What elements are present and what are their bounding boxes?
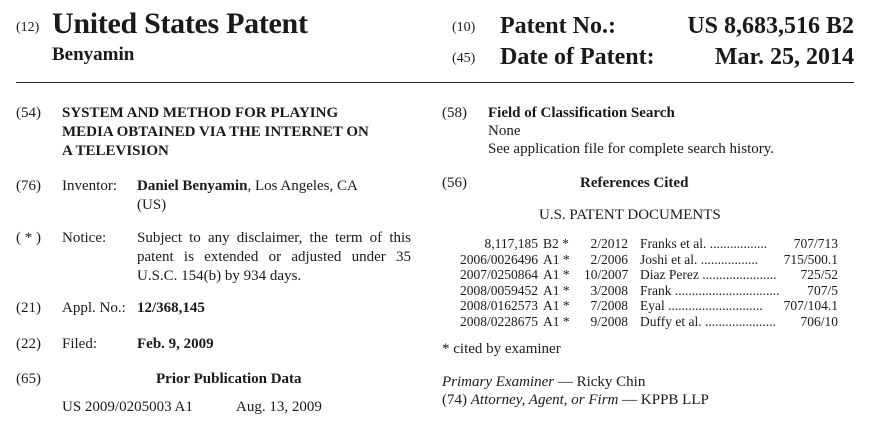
inventor-name: Daniel Benyamin [137,178,248,194]
field-none: None [488,123,521,139]
reference-kind: A1 * [543,251,570,267]
attorney-sep: — [618,392,641,408]
reference-kind: A1 * [543,298,570,314]
appl-number: 12/368,145 [137,300,205,316]
reference-date: 10/2007 [584,267,629,283]
reference-date: 9/2008 [590,314,628,329]
field-heading: Field of Classification Search [488,105,675,121]
invention-title [62,104,369,161]
reference-kind: A1 * [543,314,570,329]
reference-date: 3/2008 [590,282,628,298]
reference-class: 725/52 [800,267,838,283]
prior-pub-number: US 2009/0205003 A1 [62,399,193,415]
code-12: (12) [16,20,40,35]
cited-note: * cited by examiner [442,341,561,357]
notice-text [137,229,411,286]
notice-line: patent is extended or adjusted under 35 [137,249,411,265]
reference-kind: A1 * [543,282,570,298]
notice-line: U.S.C. 154(b) by 934 days. [137,268,302,284]
reference-date: 2/2012 [590,236,628,251]
code-45: (45) [452,51,476,66]
filed-code: (22) [16,336,41,352]
prior-pub-date: Aug. 13, 2009 [236,399,322,415]
inventor-info [137,177,358,215]
date-of-patent-label: Date of Patent: [500,44,655,70]
patent-number: US 8,683,516 B2 [687,13,854,39]
notice-line: Subject to any disclaimer, the term of this [137,230,411,246]
reference-number: 2008/0059452 [459,282,538,298]
inventor-label: Inventor: [62,178,117,194]
inventor-country: (US) [137,197,167,213]
reference-class: 707/713 [793,236,838,251]
header-inventor: Benyamin [52,44,135,65]
notice-label: Notice: [62,230,107,246]
patent-no-label: Patent No.: [500,13,616,39]
appl-label: Appl. No.: [62,300,126,316]
reference-date: 7/2008 [590,298,628,314]
date-of-patent: Mar. 25, 2014 [714,44,854,70]
prior-pub-code: (65) [16,371,41,387]
reference-class: 706/10 [800,314,838,329]
inventor-code: (76) [16,178,41,194]
filed-date: Feb. 9, 2009 [137,336,214,352]
reference-name: Diaz Perez ...................... [640,267,777,283]
inventor-location: , Los Angeles, CA [247,178,358,194]
reference-class: 715/500.1 [783,251,838,267]
refs-heading: References Cited [580,175,689,191]
examiner-sep: — [554,374,577,390]
prior-pub-heading: Prior Publication Data [156,371,302,387]
reference-number: 2008/0162573 [459,298,538,314]
reference-name: Franks et al. ................. [640,236,768,251]
refs-code: (56) [442,175,467,191]
invention-title-line: A TELEVISION [62,143,169,159]
attorney [442,391,709,410]
header-divider [16,82,854,83]
reference-name: Eyal ............................ [640,298,763,314]
us-docs-heading: U.S. PATENT DOCUMENTS [539,207,721,223]
examiner-label: Primary Examiner [442,374,555,390]
examiner-name: Ricky Chin [576,374,646,390]
primary-examiner [442,373,645,392]
reference-number: 8,117,185 [484,236,538,251]
filed-label: Filed: [62,336,98,352]
reference-name: Frank ............................... [640,282,780,298]
appl-code: (21) [16,300,41,316]
reference-class: 707/104.1 [783,298,838,314]
reference-number: 2006/0026496 [459,251,538,267]
reference-number: 2008/0228675 [459,314,538,329]
reference-kind: B2 * [543,236,569,251]
reference-number: 2007/0250864 [459,267,538,283]
invention-title-line: SYSTEM AND METHOD FOR PLAYING [62,105,339,121]
reference-kind: A1 * [543,267,570,283]
patent-heading: United States Patent [52,7,308,40]
reference-date: 2/2006 [590,251,628,267]
field-code: (58) [442,105,467,121]
attorney-code: (74) [442,392,467,408]
notice-code: ( * ) [16,230,41,246]
field-see-note: See application file for complete search history. [488,141,775,157]
attorney-name: KPPB LLP [640,392,709,408]
reference-name: Joshi et al. ................. [640,251,759,267]
attorney-label: Attorney, Agent, or Firm [470,392,619,408]
reference-class: 707/5 [807,282,838,298]
reference-name: Duffy et al. ..................... [640,314,776,329]
code-10: (10) [452,20,476,35]
title-code: (54) [16,105,41,121]
invention-title-line: MEDIA OBTAINED VIA THE INTERNET ON [62,124,369,140]
